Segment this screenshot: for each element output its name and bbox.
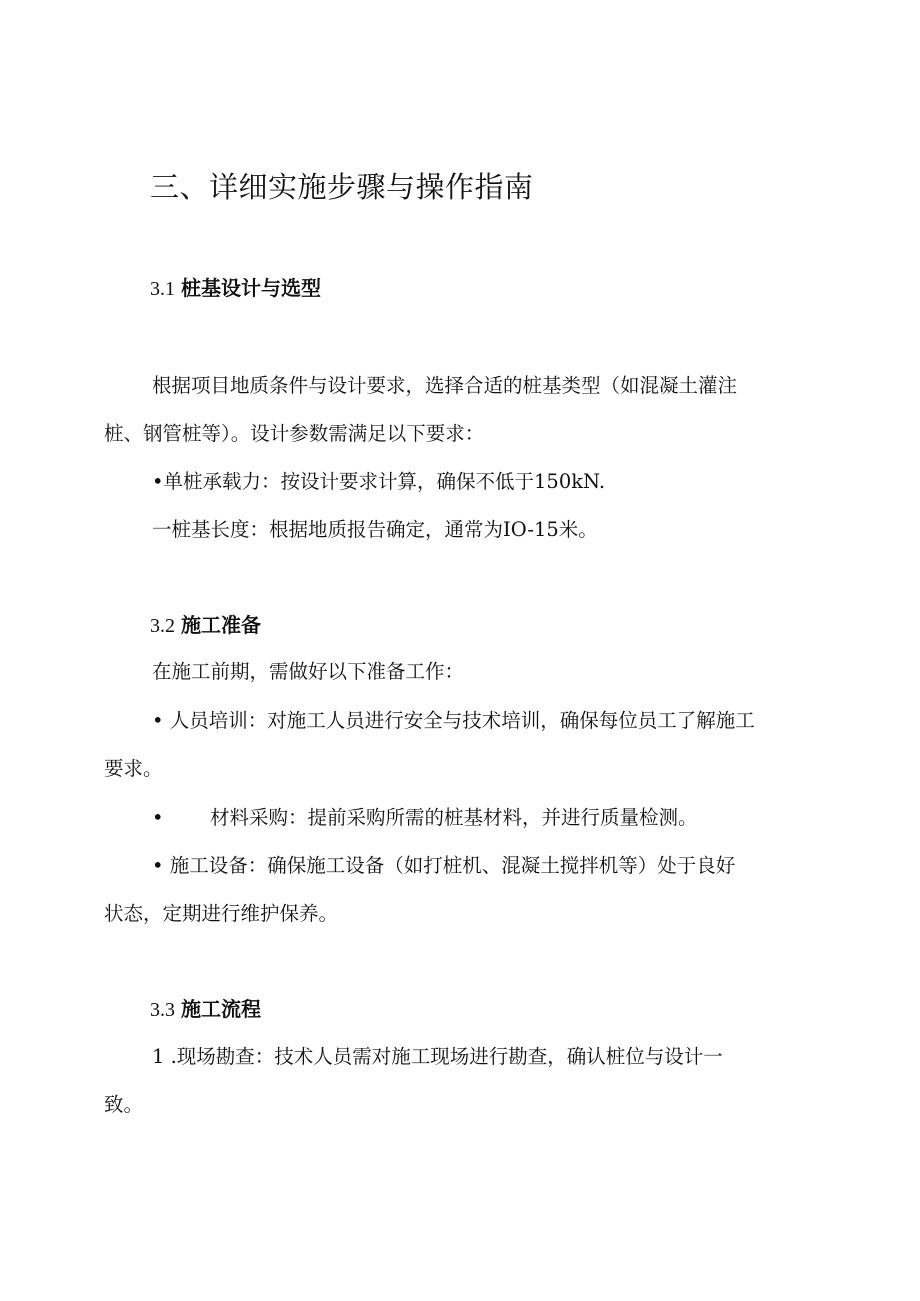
section-title: 施工流程 [181,997,261,1021]
section-title: 施工准备 [181,613,261,637]
paragraph-line: 在施工前期，需做好以下准备工作： [152,660,465,683]
paragraph-line: 状态，定期进行维护保养。 [104,902,339,925]
section-number: 3.1 [150,278,175,300]
bullet-item: • 人员培训：对施工人员进行安全与技术培训，确保每位员工了解施工 [152,709,755,732]
bullet-item: • 施工设备：确保施工设备（如打桩机、混凝土搅拌机等）处于良好 [152,854,736,877]
section-number: 3.3 [150,999,175,1021]
section-number: 3.2 [150,615,175,637]
section-heading-3-3 [150,993,261,1022]
numbered-item: 1 .现场勘查：技术人员需对施工现场进行勘查，确认桩位与设计一 [152,1045,723,1068]
bullet-item: •单桩承载力：按设计要求计算，确保不低于150kN. [152,470,606,493]
page-title: 三、详细实施步骤与操作指南 [150,170,534,204]
paragraph-line: 根据项目地质条件与设计要求，选择合适的桩基类型（如混凝土灌注 [152,374,738,397]
paragraph-line: 致。 [104,1093,144,1116]
section-heading-3-1 [150,272,321,301]
section-heading-3-2 [150,609,261,638]
bullet-marker: • [152,806,164,829]
paragraph-line: 要求。 [104,757,163,780]
paragraph-line: 桩、钢管桩等）。设计参数需满足以下要求： [104,422,485,445]
bullet-item: 材料采购：提前采购所需的桩基材料，并进行质量检测。 [210,806,698,829]
bullet-item: 一桩基长度：根据地质报告确定，通常为IO-15米。 [152,518,598,541]
section-title: 桩基设计与选型 [181,276,321,300]
